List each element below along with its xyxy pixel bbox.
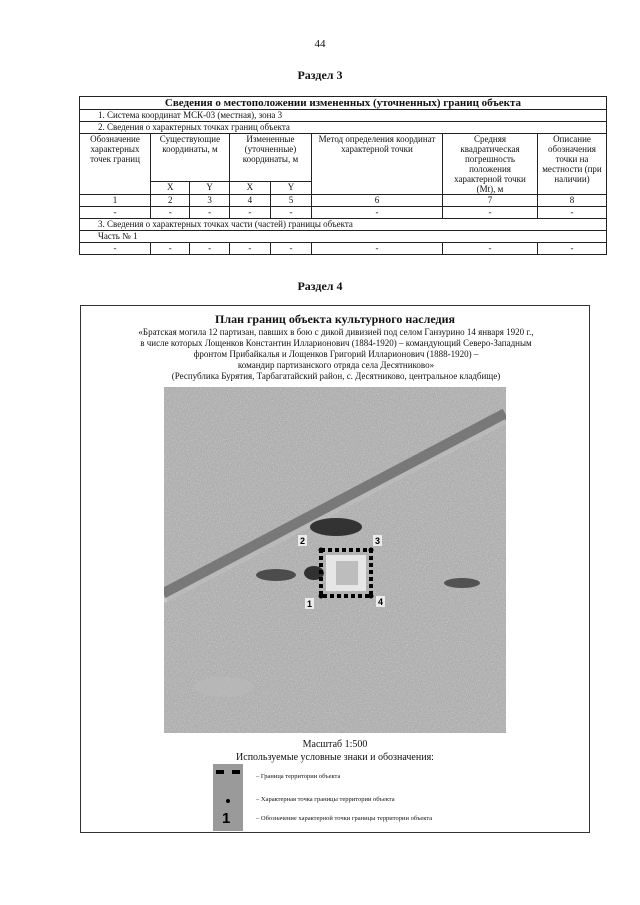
legend-title: Используемые условные знаки и обозначения: xyxy=(236,752,434,763)
column-number: 8 xyxy=(538,195,607,207)
section-4-title: Раздел 4 xyxy=(297,279,343,293)
empty-cell: - xyxy=(538,243,607,255)
legend-label-swatch xyxy=(213,806,243,831)
boundary-plan xyxy=(80,305,590,833)
empty-cell: - xyxy=(190,243,229,255)
legend-item: – Граница территории объекта xyxy=(256,773,341,780)
column-number: 1 xyxy=(80,195,151,207)
empty-cell: - xyxy=(312,207,443,219)
dark-patch xyxy=(310,518,362,536)
column-number: 4 xyxy=(229,195,270,207)
legend-item: – Обозначение характерной точки границы территории объекта xyxy=(256,815,433,822)
empty-cell: - xyxy=(443,207,538,219)
empty-cell: - xyxy=(538,207,607,219)
legend-label-symbol: 1 xyxy=(222,810,231,827)
points-info-row: 2. Сведения о характерных точках границ объекта xyxy=(80,122,607,134)
plan-description xyxy=(89,327,583,382)
col-header-y-existing: Y xyxy=(190,181,229,194)
map-scale: Масштаб 1:500 xyxy=(302,739,368,750)
boundary-point xyxy=(369,548,374,553)
legend-boundary-swatch xyxy=(213,764,243,789)
col-header-method: Метод определения координат характерной точки xyxy=(312,134,443,195)
boundary-info-table xyxy=(79,96,607,255)
aerial-map-image xyxy=(164,387,506,733)
empty-cell: - xyxy=(443,243,538,255)
empty-cell: - xyxy=(270,207,311,219)
light-patch xyxy=(194,677,254,697)
plan-description-line: (Республика Бурятия, Тарбагатайский район, с. Десятниково, центральное кладбище) xyxy=(171,371,501,381)
boundary-point xyxy=(319,548,324,553)
point-dot-icon xyxy=(226,799,230,803)
aerial-map xyxy=(164,387,506,733)
section-3-title: Раздел 3 xyxy=(297,68,343,82)
part-1-row: Часть № 1 xyxy=(80,231,607,243)
point-label: 2 xyxy=(300,536,306,546)
empty-cell: - xyxy=(190,207,229,219)
col-header-y-changed: Y xyxy=(270,181,311,194)
plan-title: План границ объекта культурного наследия xyxy=(215,312,455,326)
empty-cell: - xyxy=(312,243,443,255)
empty-cell: - xyxy=(80,207,151,219)
col-header-designation: Обозначение характерных точек границ xyxy=(80,134,151,195)
plan-description-line: командир партизанского отряда села Десятниково» xyxy=(237,360,435,370)
column-number: 6 xyxy=(312,195,443,207)
column-number: 2 xyxy=(151,195,190,207)
column-number: 3 xyxy=(190,195,229,207)
empty-cell: - xyxy=(151,243,190,255)
point-label: 1 xyxy=(307,599,313,609)
boundary-line-icon xyxy=(216,770,240,774)
col-header-x-changed: X xyxy=(229,181,270,194)
plan-description-line: в числе которых Лощенков Константин Илларионович (1884-1920) – командующий Северо-Западным xyxy=(140,338,532,348)
empty-cell: - xyxy=(229,207,270,219)
col-header-changed-coords: Измененные (уточненные) координаты, м xyxy=(229,134,311,182)
empty-cell: - xyxy=(80,243,151,255)
parts-info-row: 3. Сведения о характерных точках части (частей) границы объекта xyxy=(80,219,607,231)
point-label: 4 xyxy=(378,597,384,607)
col-header-x-existing: X xyxy=(151,181,190,194)
dark-patch xyxy=(256,569,296,581)
column-number: 5 xyxy=(270,195,311,207)
dark-patch xyxy=(444,578,480,588)
monument xyxy=(336,561,358,585)
col-header-existing-coords: Существующие координаты, м xyxy=(151,134,230,182)
column-number: 7 xyxy=(443,195,538,207)
col-header-description: Описание обозначения точки на местности (при наличии) xyxy=(538,134,607,195)
table-heading: Сведения о местоположении измененных (уточненных) границ объекта xyxy=(80,97,607,110)
plan-description-line: «Братская могила 12 партизан, павших в бою с дикой дивизией под селом Ганзурино 14 января 1920 г., xyxy=(138,327,534,337)
plan-description-line: фронтом Прибайкалья и Лощенков Григорий Илларионович (1888-1920) – xyxy=(193,349,479,359)
empty-cell: - xyxy=(270,243,311,255)
coordinate-system-row: 1. Система координат МСК-03 (местная), зона 3 xyxy=(80,110,607,122)
point-label: 3 xyxy=(375,536,381,546)
boundary-point xyxy=(369,594,374,599)
empty-cell: - xyxy=(151,207,190,219)
empty-cell: - xyxy=(229,243,270,255)
boundary-point xyxy=(319,594,324,599)
col-header-error: Средняя квадратическая погрешность положения характерной точки (Mt), м xyxy=(443,134,538,195)
page-number: 44 xyxy=(314,38,326,50)
legend-item: – Характерная точка границы территории объекта xyxy=(256,796,395,803)
